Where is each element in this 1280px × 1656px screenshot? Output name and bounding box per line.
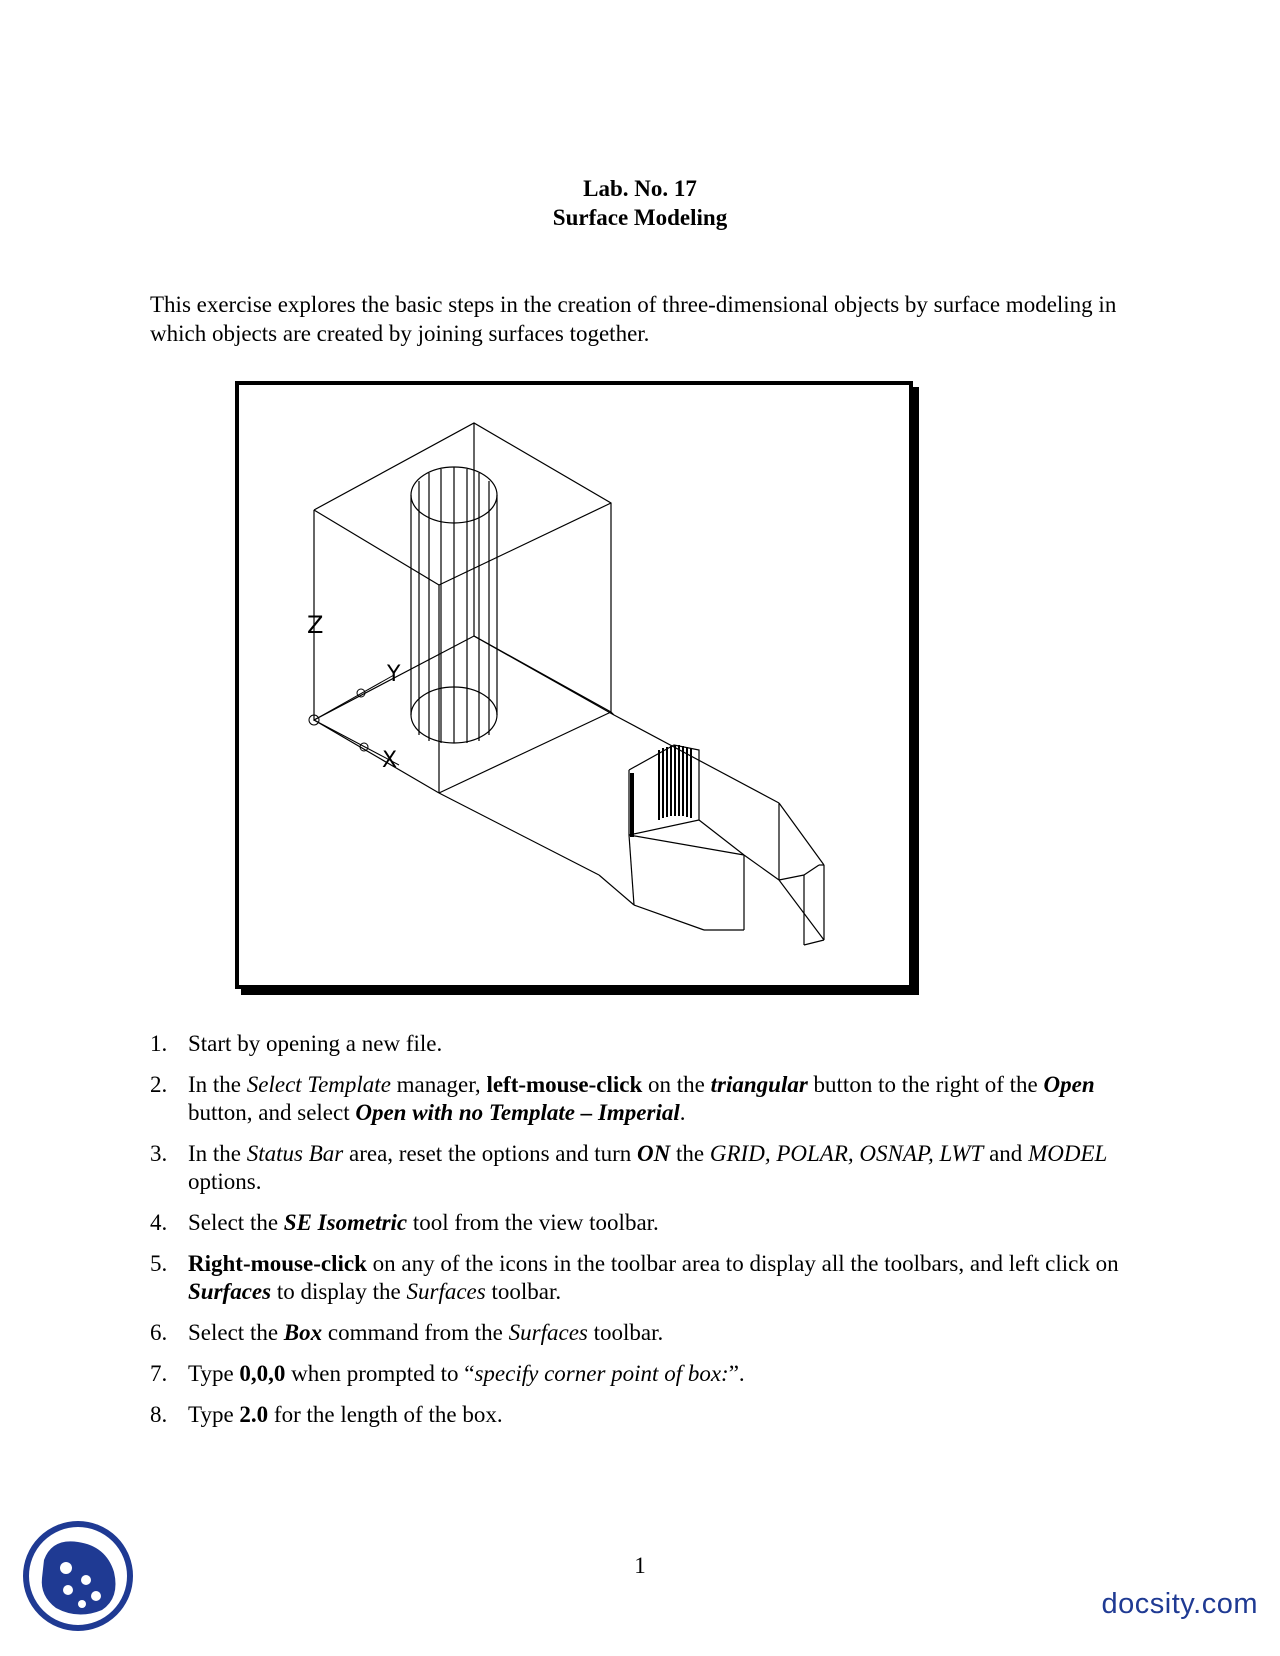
wireframe-drawing — [239, 385, 909, 985]
axis-label-z: Z — [307, 611, 324, 639]
step-text: In the — [188, 1141, 247, 1166]
step-text: Select Template — [246, 1072, 391, 1097]
step-text: SE Isometric — [283, 1210, 408, 1235]
step-text: Right-mouse-click — [188, 1251, 367, 1276]
step-text: manager, — [390, 1072, 487, 1097]
step-text: Type — [188, 1361, 240, 1386]
step-text: Type — [188, 1402, 240, 1427]
step-text: ”. — [728, 1361, 745, 1386]
docsity-brand-link[interactable]: docsity.com — [1101, 1588, 1258, 1620]
step-text: 2.0 — [239, 1402, 269, 1427]
step-text: Surfaces — [406, 1279, 486, 1304]
step-text: . — [679, 1100, 686, 1125]
step-text: left-mouse-click — [486, 1072, 643, 1097]
step-text: to display the — [271, 1279, 407, 1304]
step-item — [150, 1401, 1130, 1429]
step-text: Surfaces — [188, 1279, 272, 1304]
step-item — [150, 1030, 1130, 1058]
step-item — [150, 1360, 1130, 1388]
step-number: 1. — [150, 1031, 168, 1056]
step-number: 6. — [150, 1320, 168, 1345]
step-text: options. — [188, 1169, 262, 1194]
lab-heading — [0, 174, 1280, 232]
step-text: triangular — [710, 1072, 808, 1097]
step-item — [150, 1209, 1130, 1237]
step-number: 7. — [150, 1361, 168, 1386]
step-number: 2. — [150, 1072, 168, 1097]
surface-model-figure — [235, 381, 913, 989]
step-text: Open — [1043, 1072, 1095, 1097]
step-text: Status Bar — [246, 1141, 344, 1166]
step-text: ON — [637, 1141, 671, 1166]
cylinder-wireframe — [411, 467, 497, 743]
step-text: button, and select — [188, 1100, 356, 1125]
step-text: Start by opening a new file. — [188, 1031, 443, 1056]
slot-arc-ribs — [659, 745, 691, 820]
step-text: MODEL — [1028, 1141, 1108, 1166]
step-number: 5. — [150, 1251, 168, 1276]
instruction-steps — [150, 1030, 1130, 1442]
page-number: 1 — [634, 1553, 646, 1578]
step-text: Open with no Template – Imperial — [355, 1100, 680, 1125]
lab-title: Surface Modeling — [552, 205, 728, 230]
step-item — [150, 1250, 1130, 1306]
step-text: command from the — [322, 1320, 509, 1345]
step-text: Select the — [188, 1320, 284, 1345]
step-item — [150, 1140, 1130, 1196]
lab-number: Lab. No. 17 — [583, 176, 697, 201]
step-text: and — [983, 1141, 1029, 1166]
step-text: area, reset the options and turn — [343, 1141, 638, 1166]
step-text: button to the right of the — [807, 1072, 1044, 1097]
step-text: Surfaces — [508, 1320, 588, 1345]
step-text: tool from the view toolbar. — [407, 1210, 659, 1235]
step-text: GRID, POLAR, OSNAP, LWT — [709, 1141, 984, 1166]
step-text: on any of the icons in the toolbar area to display all the toolbars, and left click on — [366, 1251, 1119, 1276]
step-text: the — [670, 1141, 710, 1166]
step-text: Select the — [188, 1210, 284, 1235]
step-text: Box — [283, 1320, 323, 1345]
step-item — [150, 1319, 1130, 1347]
step-text: In the — [188, 1072, 247, 1097]
axis-label-y: Y — [387, 662, 401, 687]
axis-label-x: X — [382, 748, 398, 773]
step-text: toolbar. — [485, 1279, 562, 1304]
step-number: 4. — [150, 1210, 168, 1235]
step-text: for the length of the box. — [268, 1402, 503, 1427]
step-text: 0,0,0 — [239, 1361, 286, 1386]
step-item — [150, 1071, 1130, 1127]
tall-box-wireframe — [314, 423, 611, 793]
step-text: specify corner point of box: — [474, 1361, 729, 1386]
step-number: 3. — [150, 1141, 168, 1166]
intro-paragraph: This exercise explores the basic steps in the creation of three-dimensional objects by surface modeling in which objects are created by joining surfaces together. — [150, 292, 1117, 346]
step-text: when prompted to “ — [285, 1361, 475, 1386]
step-number: 8. — [150, 1402, 168, 1427]
step-text: toolbar. — [587, 1320, 664, 1345]
step-text: on the — [642, 1072, 711, 1097]
docsity-logo-icon — [22, 1520, 134, 1632]
